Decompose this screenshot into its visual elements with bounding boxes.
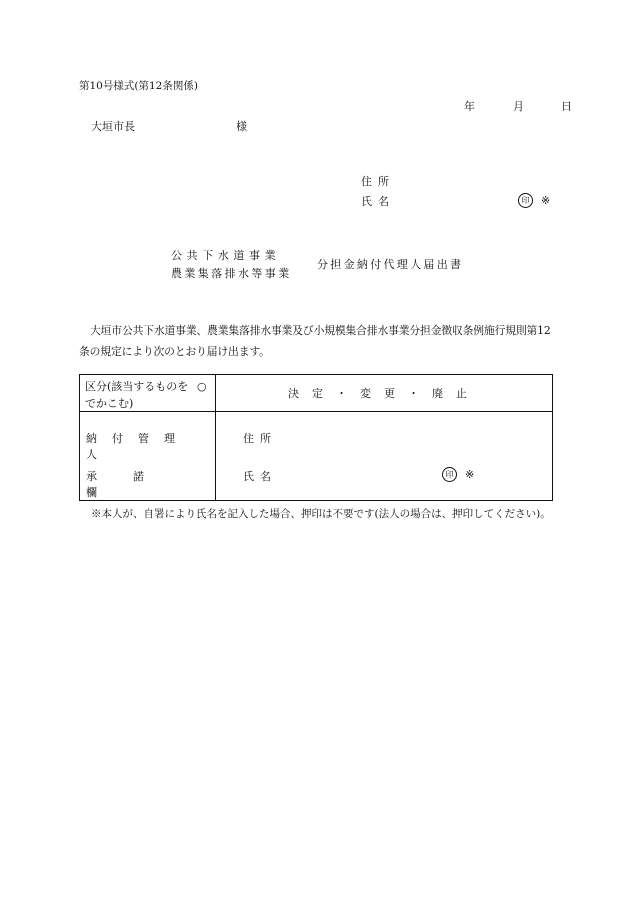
date-line xyxy=(464,100,572,113)
category-label-cell xyxy=(80,375,216,412)
consent-entry-cell[interactable] xyxy=(216,412,553,501)
seal-icon: 印 xyxy=(442,467,457,482)
date-day-label: 日 xyxy=(561,100,572,113)
note-mark: ※ xyxy=(465,468,475,481)
category-row xyxy=(80,375,553,412)
category-label-line2: でかこむ) xyxy=(85,397,134,410)
decision-options-cell[interactable] xyxy=(216,375,553,412)
agent-name-label: 氏名 xyxy=(243,470,277,483)
applicant-name-label: 氏名 xyxy=(361,195,395,208)
addressee: 大垣市長 xyxy=(91,120,135,133)
decision-options[interactable]: 決定・変更・廃止 xyxy=(288,387,480,400)
form-number: 第10号様式(第12条関係) xyxy=(79,80,198,92)
body-text: 大垣市公共下水道事業、農業集落排水事業及び小規模集合排水事業分担金徴収条例施行規則第12条の規定により次のとおり届け出ます。 xyxy=(79,324,551,358)
agent-address-label: 住所 xyxy=(243,432,277,445)
seal-icon: 印 xyxy=(518,193,533,208)
form-table xyxy=(79,374,553,501)
date-year-label: 年 xyxy=(464,100,475,113)
footnote: ※本人が、自署により氏名を記入した場合、押印は不要です(法人の場合は、押印してください)。 xyxy=(91,508,551,520)
consent-label-1: 納付管理人 xyxy=(86,432,190,461)
document-title: 分担金納付代理人届出書 xyxy=(317,258,464,271)
honorific: 様 xyxy=(236,120,247,133)
date-month-label: 月 xyxy=(513,100,524,113)
title-line-bottom: 農業集落排水等事業 xyxy=(171,267,292,280)
applicant-address-label: 住所 xyxy=(361,175,395,188)
category-label xyxy=(85,378,207,412)
note-mark: ※ xyxy=(541,194,551,207)
category-circle-mark: ○ xyxy=(197,380,207,393)
consent-label-2: 承諾欄 xyxy=(86,470,180,499)
category-label-line1: 区分(該当するものを xyxy=(85,380,189,393)
title-line-top: 公共下水道事業 xyxy=(171,249,281,262)
consent-row xyxy=(80,412,553,501)
consent-label-cell xyxy=(80,412,216,501)
